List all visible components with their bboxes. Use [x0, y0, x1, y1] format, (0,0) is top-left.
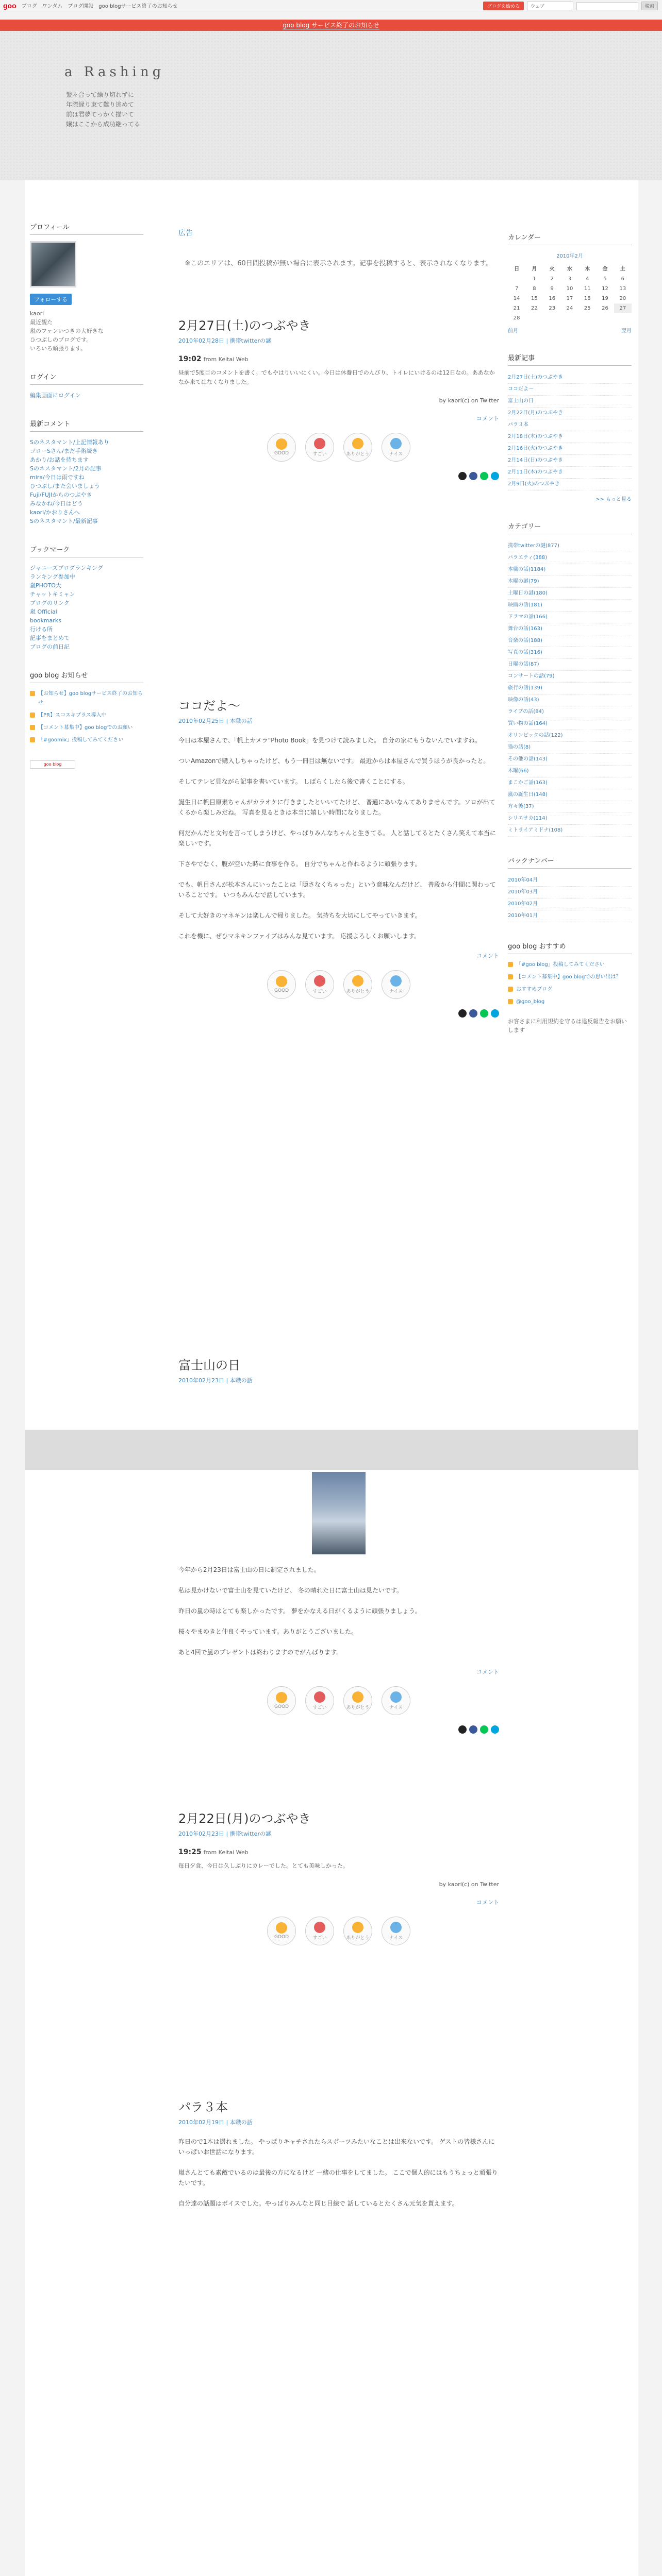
- post-paragraph: ついAmazonで購入しちゃったけど、もう一冊目は無ないです。 最近からは本屋さんで買うほうが良かったと。: [178, 757, 490, 765]
- calendar-day[interactable]: 22: [531, 306, 538, 311]
- weekday: 火: [549, 266, 555, 272]
- backnumber-link[interactable]: 2010年01月: [508, 910, 632, 922]
- line-share-icon[interactable]: [480, 1009, 488, 1018]
- weekday: 日: [514, 266, 520, 272]
- bookmark-link[interactable]: 嵐PHOTO大: [30, 582, 61, 589]
- reaction-label: すごい: [312, 451, 327, 457]
- reaction-thanks[interactable]: [343, 1686, 372, 1715]
- ad-heading: 広告: [178, 229, 193, 238]
- calendar-day[interactable]: 19: [602, 296, 608, 301]
- reaction-great[interactable]: [305, 433, 334, 462]
- calendar-heading: カレンダー: [508, 232, 632, 245]
- weekday: 月: [532, 266, 537, 272]
- category-link[interactable]: 買い物の話(164): [508, 718, 632, 730]
- desc-line: 年際縁り束て難り逃めて: [66, 101, 135, 108]
- calendar-prev-link[interactable]: 前月: [508, 328, 518, 334]
- post-meta[interactable]: 2010年02月19日 | 本職の話: [178, 2119, 253, 2126]
- reaction-great[interactable]: [305, 970, 334, 999]
- goo-notice-item[interactable]: 「#goomix」投稿してみてください: [30, 736, 143, 745]
- tweet-text: 昼前で5度目のコメントを書く。でもやはりいいにくい。今日は休養日でのんびり、トイレにいけるのは12日なの。ああなかなか来てはなくなりました。: [178, 369, 495, 385]
- calendar-day[interactable]: 5: [603, 276, 607, 282]
- ad-notice-text: ※このエリアは、60日間投稿が無い場合に表示されます。記事を投稿すると、表示されなくなります。: [185, 260, 493, 267]
- tweet-by-line[interactable]: by kaori(c) on Twitter: [439, 397, 499, 404]
- post-paragraph: 嵐さんとても素敵でいるのは最後の方になるけど 一緒の仕事をしてました。 ここで個人的にはもうちょっと頑張りたいです。: [178, 2169, 498, 2187]
- calendar-day[interactable]: 13: [619, 286, 626, 292]
- recent-post-link[interactable]: 2月18日(木)のつぶやき: [508, 431, 632, 443]
- calendar-day[interactable]: [508, 274, 525, 284]
- recent-comment-link[interactable]: mira/今日は雨ですね: [30, 474, 85, 481]
- goo-recommend-item[interactable]: @goo_blog: [508, 997, 632, 1007]
- calendar-day[interactable]: 28: [513, 315, 520, 321]
- post-paragraph: 今日は本屋さんで、「帆上カメラ"Photo Book」を見つけて読みました。 自分の家にもうないんでいますね。: [178, 737, 482, 744]
- reaction-good[interactable]: [267, 1686, 296, 1715]
- post-paragraph: これを機に、ぜひマネキンファイブはみんな見ています。 応援よろしくお願いします。: [178, 933, 421, 940]
- comment-link[interactable]: コメント: [476, 1899, 499, 1906]
- recent-comment-link[interactable]: Sのネスタマント/2月の記事: [30, 465, 102, 472]
- category-link[interactable]: 携帯twitterの謎(877): [508, 540, 632, 552]
- calendar-table: [508, 262, 632, 323]
- calendar-day[interactable]: 7: [515, 286, 519, 292]
- reaction-label: ありがとう: [346, 989, 370, 994]
- tweet-text: 毎日夕食、今日は久しぶりにカレーでした。とても美味しかった。: [178, 1862, 349, 1869]
- category-link[interactable]: 猫の話(8): [508, 742, 632, 754]
- category-link[interactable]: 木曜の謎(79): [508, 576, 632, 588]
- calendar-day[interactable]: 4: [586, 276, 589, 282]
- nice-face-icon: [390, 1922, 402, 1933]
- category-link[interactable]: 映画の話(181): [508, 600, 632, 612]
- bookmarks-heading: ブックマーク: [30, 544, 143, 557]
- category-link[interactable]: 映像の話(43): [508, 694, 632, 706]
- category-link[interactable]: 写真の話(316): [508, 647, 632, 659]
- blog-description: [66, 90, 140, 129]
- category-link[interactable]: その他の話(143): [508, 754, 632, 766]
- calendar-day[interactable]: 16: [549, 296, 556, 301]
- post-body: [178, 1565, 499, 1657]
- great-face-icon: [314, 975, 325, 987]
- good-face-icon: [276, 1692, 287, 1703]
- recent-comment-link[interactable]: みなかね/今日はどう: [30, 500, 83, 507]
- reaction-buttons: [178, 1917, 499, 1945]
- search-type-select[interactable]: ウェブ: [527, 2, 573, 10]
- reaction-label: すごい: [312, 1935, 327, 1941]
- category-link[interactable]: ライブの話(84): [508, 706, 632, 718]
- bookmark-link[interactable]: ランキング参加中: [30, 573, 75, 580]
- backnumber-section: [508, 855, 632, 922]
- category-link[interactable]: オリンピックの話(122): [508, 730, 632, 742]
- reaction-nice[interactable]: [382, 970, 410, 999]
- post-paragraph: 下さやでなく、腹が空いた時に食事を作る。 自分でちゃんと作れるように頑張ります。: [178, 860, 421, 868]
- calendar-day[interactable]: 14: [513, 296, 520, 301]
- nice-face-icon: [390, 1691, 402, 1703]
- goo-notice-item[interactable]: 【コメント募集中】goo blogでのお願い: [30, 723, 143, 733]
- calendar-day[interactable]: 21: [513, 306, 520, 311]
- reaction-thanks[interactable]: [343, 970, 372, 999]
- recent-post-link[interactable]: パラ３本: [508, 419, 632, 431]
- goo-notice-item[interactable]: 【PR】スコスキプラス導入中: [30, 711, 143, 720]
- reaction-buttons: [178, 970, 499, 999]
- profile-avatar[interactable]: [30, 241, 76, 287]
- reaction-label: GOOD: [274, 1935, 289, 1940]
- post-title[interactable]: ココだよ～: [178, 699, 240, 713]
- calendar-day[interactable]: 25: [584, 306, 591, 311]
- calendar-day[interactable]: 10: [566, 286, 573, 292]
- goo-notice-item[interactable]: 【お知らせ】goo blogサービス終了のお知らせ: [30, 689, 143, 708]
- reaction-great[interactable]: [305, 1917, 334, 1945]
- post-meta[interactable]: 2010年02月25日 | 本職の話: [178, 718, 253, 724]
- login-section: [30, 371, 143, 400]
- facebook-share-icon[interactable]: [469, 1725, 477, 1734]
- post-paragraph: でも、帆目さんが松本さんにいったことは「隠さなくちゃった」という意味なんだけど、 普段から仲間に関わっていることです。 いつもみんなで話しています。: [178, 881, 496, 899]
- recent-post-link[interactable]: 2月9日(火)のつぶやき: [508, 479, 632, 490]
- reaction-label: GOOD: [274, 988, 289, 993]
- tweet-source: from Keitai Web: [203, 1849, 249, 1856]
- calendar-day[interactable]: 6: [621, 276, 625, 282]
- goo-blog-badge[interactable]: goo blog: [30, 760, 75, 769]
- search-button[interactable]: 検索: [641, 2, 658, 10]
- great-face-icon: [314, 1691, 325, 1703]
- service-notice-bar[interactable]: [0, 20, 662, 31]
- calendar-day[interactable]: 3: [568, 276, 572, 282]
- post-title[interactable]: 富士山の日: [178, 1358, 240, 1372]
- category-link[interactable]: ミトライアミドナ(108): [508, 825, 632, 837]
- goo-blog-notice-heading: goo blog お知らせ: [30, 670, 143, 683]
- comment-link[interactable]: コメント: [476, 415, 499, 422]
- page-wrapper: [25, 180, 638, 2576]
- category-section: [508, 521, 632, 837]
- reaction-label: ナイス: [389, 1935, 403, 1941]
- report-text[interactable]: お客さまに利用規約を守るは違反報告をお願いします: [508, 1018, 627, 1033]
- bookmark-link[interactable]: ジャニーズブログランキング: [30, 565, 103, 571]
- reaction-nice[interactable]: [382, 1917, 410, 1945]
- goo-blog-notice-section: [30, 670, 143, 769]
- backnumber-link[interactable]: 2010年04月: [508, 875, 632, 887]
- post-paragraph: 何だかんだと文句を言ってしまうけど、やっぱりみんなちゃんと生きてる。 人と話してるとたくさん笑えて本当に楽しいです。: [178, 829, 496, 847]
- post-entry: [178, 315, 499, 485]
- reaction-label: すごい: [312, 1705, 327, 1710]
- goo-recommend-item[interactable]: 「#goo blog」投稿してみてください: [508, 960, 632, 970]
- reaction-good[interactable]: [267, 433, 296, 462]
- calendar-day[interactable]: 11: [584, 286, 591, 292]
- reaction-label: ナイス: [389, 451, 403, 457]
- desc-line: 嬢はここから成功継ってる: [66, 121, 141, 128]
- post-entry: [178, 1808, 499, 1956]
- start-blog-button[interactable]: ブログを始める: [483, 2, 524, 10]
- profile-heading: プロフィール: [30, 222, 143, 235]
- recent-comment-link[interactable]: kaori/かおりさんへ: [30, 509, 80, 516]
- topbar-link-wonderm[interactable]: ワンダム: [42, 4, 63, 9]
- reaction-label: ありがとう: [346, 1705, 370, 1710]
- recent-comment-link[interactable]: Sのネスタマント/最新記事: [30, 518, 98, 524]
- category-link[interactable]: 音楽の話(188): [508, 635, 632, 647]
- category-link[interactable]: パラエティ(388): [508, 552, 632, 564]
- good-face-icon: [276, 1922, 287, 1934]
- share-buttons: [178, 472, 499, 480]
- post-entry: [178, 2097, 499, 2219]
- service-notice-link[interactable]: goo blog サービス終了のお知らせ: [283, 22, 379, 29]
- recent-post-link[interactable]: 2月16日(火)のつぶやき: [508, 443, 632, 455]
- thanks-face-icon: [352, 1922, 363, 1933]
- calendar-day[interactable]: 24: [566, 306, 573, 311]
- backnumber-link[interactable]: 2010年03月: [508, 887, 632, 899]
- calendar-day[interactable]: 17: [566, 296, 573, 301]
- reaction-label: ナイス: [389, 989, 403, 994]
- profile-section: [30, 222, 143, 353]
- comment-link[interactable]: コメント: [476, 953, 499, 959]
- calendar-day[interactable]: 27: [614, 303, 632, 313]
- good-face-icon: [276, 438, 287, 450]
- category-heading: カテゴリー: [508, 521, 632, 534]
- tweet-time[interactable]: 19:25: [178, 1848, 202, 1856]
- line-share-icon[interactable]: [480, 1725, 488, 1734]
- recent-comments-heading: 最新コメント: [30, 418, 143, 432]
- great-face-icon: [314, 1922, 325, 1933]
- calendar-day[interactable]: 18: [584, 296, 591, 301]
- goo-blog-recommend-section: [508, 941, 632, 1035]
- post-body: [178, 735, 499, 941]
- reaction-buttons: [178, 1686, 499, 1715]
- thanks-face-icon: [352, 438, 363, 449]
- right-sidebar: [508, 232, 632, 1053]
- bookmark-link[interactable]: 行ける所: [30, 626, 53, 633]
- category-link[interactable]: ドラマの話(166): [508, 612, 632, 623]
- recent-post-link[interactable]: ココだよ～: [508, 384, 632, 396]
- reaction-label: GOOD: [274, 1704, 289, 1709]
- thanks-face-icon: [352, 1691, 363, 1703]
- profile-text: 最近観た: [30, 319, 53, 326]
- bookmark-link[interactable]: ブログのリンク: [30, 600, 70, 606]
- category-link[interactable]: 旅行の話(139): [508, 683, 632, 694]
- bookmark-link[interactable]: 記事をまとめて: [30, 635, 70, 641]
- left-sidebar: [30, 222, 143, 787]
- calendar-day[interactable]: 20: [619, 296, 626, 301]
- topbar-link-blog[interactable]: ブログ: [21, 4, 37, 9]
- post-paragraph: 誕生日に帆目原素ちゃんがカラオケに行きましたといいてたけど、 普通にあいなんてありませんです。ソロが出てくるから楽しみだね。 写真を見るときは本当に嬉しい時間になりました。: [178, 799, 495, 816]
- desc-line: 前は君夢てっかく描いて: [66, 111, 135, 118]
- calendar-day[interactable]: 26: [602, 306, 608, 311]
- post-paragraph: 今年から2月23日は富士山の日に制定されました。: [178, 1566, 320, 1573]
- post-title[interactable]: 2月27日(土)のつぶやき: [178, 318, 311, 333]
- reaction-nice[interactable]: [382, 1686, 410, 1715]
- post-meta[interactable]: 2010年02月23日 | 携帯twitterの謎: [178, 1831, 271, 1837]
- nice-face-icon: [390, 438, 402, 449]
- recent-posts-heading: 最新記事: [508, 352, 632, 366]
- category-link[interactable]: 方々後(37): [508, 801, 632, 813]
- bookmarks-section: [30, 544, 143, 651]
- reaction-good[interactable]: [267, 1917, 296, 1945]
- comment-link[interactable]: コメント: [476, 1669, 499, 1675]
- post-title[interactable]: 2月22日(月)のつぶやき: [178, 1811, 311, 1826]
- reaction-thanks[interactable]: [343, 1917, 372, 1945]
- calendar-day[interactable]: 8: [533, 286, 536, 292]
- hatena-share-icon[interactable]: [491, 472, 499, 480]
- reaction-label: ナイス: [389, 1705, 403, 1710]
- profile-text: 嵐のファンいつきの大好きな: [30, 328, 104, 334]
- profile-text: ひつぶしのブログです。: [30, 336, 92, 343]
- main-column: [178, 180, 499, 269]
- calendar-day[interactable]: 1: [533, 276, 536, 282]
- goo-blog-recommend-heading: goo blog おすすめ: [508, 941, 632, 954]
- login-heading: ログイン: [30, 371, 143, 385]
- thanks-face-icon: [352, 975, 363, 987]
- reaction-good[interactable]: [267, 970, 296, 999]
- category-link[interactable]: 日曜の話(87): [508, 659, 632, 671]
- line-share-icon[interactable]: [480, 472, 488, 480]
- follow-button[interactable]: フォローする: [30, 294, 72, 305]
- profile-text: いろいろ頑張ります。: [30, 345, 87, 352]
- goo-logo[interactable]: goo: [3, 1, 16, 10]
- x-share-icon[interactable]: [458, 472, 467, 480]
- topbar-link-notice[interactable]: goo blogサービス終了のお知らせ: [98, 4, 178, 9]
- goo-recommend-item[interactable]: おすすめブログ: [508, 985, 632, 994]
- x-share-icon[interactable]: [458, 1725, 467, 1734]
- post-paragraph: そして大好きのマネキンは楽しんで帰りました。 気持ちを大切にしてやっていきます。: [178, 912, 421, 919]
- reaction-nice[interactable]: [382, 433, 410, 462]
- tweet-by-line[interactable]: by kaori(c) on Twitter: [439, 1881, 499, 1888]
- post-entry: [178, 696, 499, 1023]
- reaction-buttons: [178, 433, 499, 462]
- share-buttons: [178, 1009, 499, 1018]
- topbar-link-start[interactable]: ブログ開設: [68, 4, 94, 9]
- calendar-next-link[interactable]: 翌月: [621, 328, 632, 334]
- bookmark-link[interactable]: チャットキミャン: [30, 591, 75, 598]
- hatena-share-icon[interactable]: [491, 1725, 499, 1734]
- weekday: 土: [620, 266, 625, 272]
- reaction-label: ありがとう: [346, 451, 370, 457]
- recent-post-link[interactable]: 2月14日(日)のつぶやき: [508, 455, 632, 467]
- blog-header: [0, 31, 662, 180]
- recent-comment-link[interactable]: Sのネスタマント/上記情報あり: [30, 439, 109, 446]
- x-share-icon[interactable]: [458, 1009, 467, 1018]
- calendar-day[interactable]: 2: [550, 276, 554, 282]
- post-paragraph: 桜々やまゆきと仲良くやっています。ありがとうございました。: [178, 1628, 358, 1635]
- backnumber-heading: バックナンバー: [508, 855, 632, 869]
- profile-name: kaori: [30, 310, 44, 317]
- great-face-icon: [314, 438, 325, 449]
- facebook-share-icon[interactable]: [469, 1009, 477, 1018]
- nice-face-icon: [390, 975, 402, 987]
- bookmark-link[interactable]: ブログの前日記: [30, 643, 70, 650]
- category-link[interactable]: コンサートの話(79): [508, 671, 632, 683]
- share-buttons: [178, 1725, 499, 1734]
- reaction-great[interactable]: [305, 1686, 334, 1715]
- recent-posts-section: [508, 352, 632, 502]
- category-link[interactable]: シリエサカ(114): [508, 813, 632, 825]
- recent-comment-link[interactable]: Fuji/FUJIからのつぶやき: [30, 492, 92, 498]
- category-link[interactable]: 土曜日の謎(180): [508, 588, 632, 600]
- calendar-section: [508, 232, 632, 334]
- weekday: 金: [602, 266, 608, 272]
- post-paragraph: 私は見かけないで富士山を見ていたけど、 冬の晴れた日に富士山は見たいです。: [178, 1587, 403, 1594]
- bookmark-link[interactable]: bookmarks: [30, 617, 61, 624]
- hatena-share-icon[interactable]: [491, 1009, 499, 1018]
- category-link[interactable]: まこかご話(163): [508, 777, 632, 789]
- calendar-month[interactable]: 2010年2月: [556, 253, 583, 259]
- recent-more-link[interactable]: >> もっと見る: [595, 497, 632, 502]
- recent-post-link[interactable]: 2月22日(月)のつぶやき: [508, 408, 632, 419]
- recent-comment-link[interactable]: ひつぶし/また会いましょう: [30, 483, 100, 489]
- calendar-day[interactable]: 23: [549, 306, 556, 311]
- recent-comment-link[interactable]: あかり/お話を待ちます: [30, 456, 89, 463]
- recent-post-link[interactable]: 2月11日(木)のつぶやき: [508, 467, 632, 479]
- category-link[interactable]: 舞台の話(163): [508, 623, 632, 635]
- weekday: 木: [585, 266, 590, 272]
- post-title[interactable]: パラ３本: [178, 2100, 228, 2114]
- desc-line: 繋々合って繰り切れずに: [66, 91, 135, 98]
- tweet-source: from Keitai Web: [203, 356, 249, 363]
- topbar-right: [483, 2, 658, 10]
- good-face-icon: [276, 976, 287, 987]
- post-entry: [178, 1355, 499, 1739]
- post-paragraph: そしてテレビ見ながら記事を書いています。 しばらくしたら後で書くことにする。: [178, 778, 409, 785]
- post-meta[interactable]: 2010年02月28日 | 携帯twitterの謎: [178, 337, 271, 344]
- recent-comments-section: [30, 418, 143, 526]
- category-link[interactable]: 木曜(66): [508, 766, 632, 777]
- top-toolbar: [0, 0, 662, 11]
- post-meta[interactable]: 2010年02月23日 | 本職の話: [178, 1377, 253, 1384]
- tweet-time[interactable]: 19:02: [178, 355, 202, 363]
- reaction-label: GOOD: [274, 451, 289, 456]
- calendar-day[interactable]: 15: [531, 296, 538, 301]
- reaction-label: すごい: [312, 989, 327, 994]
- calendar-day[interactable]: 12: [602, 286, 608, 292]
- post-paragraph: 昨日ので1本は撮れました。 やっぱりキャチされたらスポーツみたいなことは出来ないです。 ゲストの皆様さんにいっぱいお世話になります。: [178, 2138, 495, 2156]
- post-paragraph: 自分達の話題はボイスでした。やっぱりみんなと同じ目線で 話しているとたくさん元気を貰えます。: [178, 2200, 458, 2207]
- calendar-day[interactable]: 9: [550, 286, 554, 292]
- backnumber-link[interactable]: 2010年02月: [508, 899, 632, 910]
- recent-comment-link[interactable]: ゴローSさん/まだ手術続き: [30, 448, 98, 454]
- weekday: 水: [567, 266, 572, 272]
- category-link[interactable]: 嵐の誕生日(148): [508, 789, 632, 801]
- facebook-share-icon[interactable]: [469, 472, 477, 480]
- category-link[interactable]: 本職の話(1184): [508, 564, 632, 576]
- login-link[interactable]: 編集画面にログイン: [30, 392, 81, 399]
- recent-post-link[interactable]: 2月27日(土)のつぶやき: [508, 372, 632, 384]
- reaction-label: ありがとう: [346, 1935, 370, 1941]
- bookmark-link[interactable]: 嵐 Official: [30, 608, 57, 615]
- post-photo[interactable]: [312, 1472, 366, 1554]
- goo-recommend-item[interactable]: 【コメント募集中】goo blogでの思い出は？: [508, 973, 632, 982]
- search-input[interactable]: [576, 2, 638, 10]
- reaction-thanks[interactable]: [343, 433, 372, 462]
- post-body: [178, 2137, 499, 2209]
- post-paragraph: あと4回で嵐のプレゼントは終わりますのでがんばります。: [178, 1649, 343, 1656]
- recent-post-link[interactable]: 富士山の日: [508, 396, 632, 408]
- post-paragraph: 昨日の嵐の時はとても楽しかったです。 夢をかなえる日がくるように頑張りましょう。: [178, 1607, 421, 1615]
- blog-title[interactable]: a Rashing: [64, 64, 165, 80]
